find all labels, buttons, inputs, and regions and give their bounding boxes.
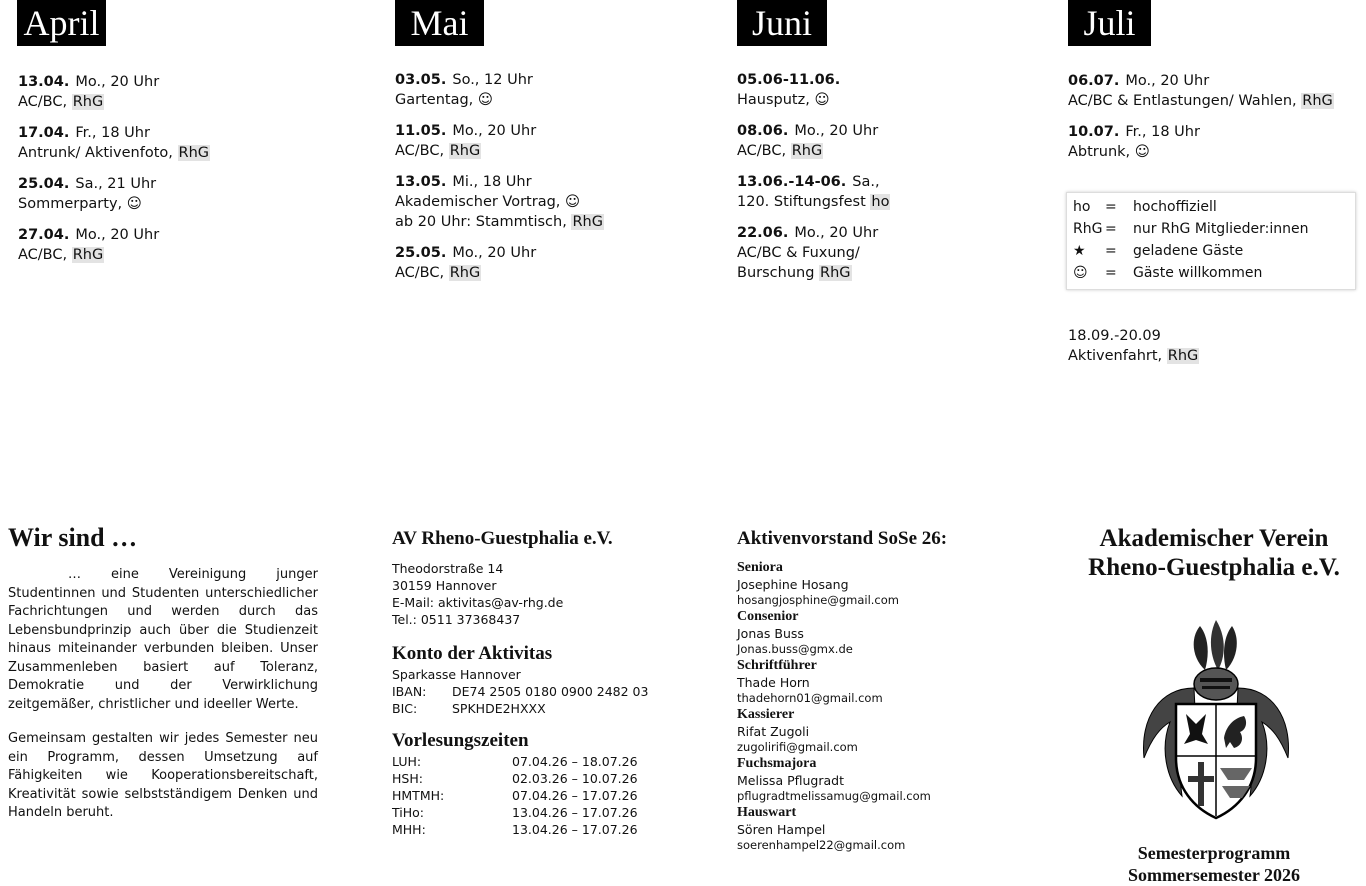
legend-row xyxy=(1073,199,1349,221)
vorstand-member xyxy=(737,706,1027,755)
event xyxy=(1068,71,1363,111)
konto-title: Konto der Aktivitas xyxy=(392,643,553,664)
event-date: 25.04. xyxy=(18,176,70,192)
event-desc: AC/BC, xyxy=(395,143,449,159)
member-role: Consenior xyxy=(737,609,799,624)
smiley-icon: ☺ xyxy=(477,92,493,108)
event-date: 03.05. xyxy=(395,72,447,88)
event-desc: Sommerparty, xyxy=(18,196,127,212)
event xyxy=(18,225,358,265)
legend-eq: = xyxy=(1105,199,1117,215)
vorlesung-row xyxy=(392,804,692,821)
cover-subtitle xyxy=(1066,842,1362,886)
event-time: Sa., xyxy=(852,174,880,190)
legend-box xyxy=(1066,192,1356,290)
event-time: Mo., 20 Uhr xyxy=(794,123,879,139)
event-tag: RhG xyxy=(1167,348,1199,364)
event-desc: Antrunk/ Aktivenfoto, xyxy=(18,145,178,161)
event-date: 11.05. xyxy=(395,123,447,139)
event-time: Mo., 20 Uhr xyxy=(1125,73,1210,89)
star-icon: ★ xyxy=(1073,243,1086,259)
vorstand-member xyxy=(737,657,1027,706)
event xyxy=(395,243,715,283)
event xyxy=(395,172,715,232)
vorstand-section xyxy=(737,527,1027,853)
bic-value: SPKHDE2HXXX xyxy=(452,701,546,716)
vorstand-member xyxy=(737,755,1027,804)
cover-subtitle-line-1: Semesterprogramm xyxy=(1137,843,1291,863)
event-time: Mo., 20 Uhr xyxy=(75,74,160,90)
event-tag: RhG xyxy=(1302,93,1333,109)
event-desc: 120. Stiftungsfest xyxy=(737,194,871,210)
event-desc-2: ab 20 Uhr: Stammtisch, xyxy=(395,214,572,230)
legend-eq: = xyxy=(1105,221,1117,237)
contact-street: Theodorstraße 14 xyxy=(392,561,504,576)
cover-title-line-1: Akademischer Verein xyxy=(1099,525,1329,552)
uni-range: 07.04.26 – 18.07.26 xyxy=(512,754,638,769)
vorlesung-row xyxy=(392,821,692,838)
legend-text: hochoffiziell xyxy=(1133,199,1217,215)
uni-range: 02.03.26 – 10.07.26 xyxy=(512,771,638,786)
event-date: 10.07. xyxy=(1068,124,1120,140)
vorstand-member xyxy=(737,804,1027,853)
uni-label: MHH: xyxy=(392,822,426,837)
event xyxy=(395,121,715,161)
event-desc: Abtrunk, xyxy=(1068,144,1135,160)
legend-text: geladene Gäste xyxy=(1133,243,1244,259)
legend-text: nur RhG Mitglieder:innen xyxy=(1133,221,1309,237)
member-name: Rifat Zugoli xyxy=(737,724,810,739)
event-time: Fr., 18 Uhr xyxy=(75,125,150,141)
event-date: 13.04. xyxy=(18,74,70,90)
event-tag: RhG xyxy=(178,145,210,161)
legend-key: ho xyxy=(1073,199,1091,215)
uni-range: 07.04.26 – 17.07.26 xyxy=(512,788,638,803)
event-tag: RhG xyxy=(449,143,481,159)
juli-events xyxy=(1068,71,1363,173)
event-tag: RhG xyxy=(449,265,481,281)
event-tag: RhG xyxy=(572,214,603,230)
legend-eq: = xyxy=(1105,265,1117,281)
cover-panel xyxy=(1066,524,1362,582)
member-email: Jonas.buss@gmx.de xyxy=(737,642,853,656)
event xyxy=(737,172,1037,212)
uni-label: LUH: xyxy=(392,754,422,769)
event xyxy=(1068,122,1363,162)
event-desc: Hausputz, xyxy=(737,92,815,108)
legend-eq: = xyxy=(1105,243,1117,259)
contact-section xyxy=(392,527,692,838)
wir-sind-paragraph-2: Gemeinsam gestalten wir jedes Semester neu ein Programm, dessen Umsetzung auf Fähigkeiten wie Kooperationsbereitschaft, Kreativität sowie selbstständigem Denken und Handeln beruht. xyxy=(8,731,318,820)
event-desc: AC/BC & Fuxung/ xyxy=(737,245,860,261)
cover-title-line-2: Rheno-Guestphalia e.V. xyxy=(1088,554,1340,581)
iban-label: IBAN: xyxy=(392,684,427,699)
event-time: Fr., 18 Uhr xyxy=(1125,124,1200,140)
smiley-icon: ☺ xyxy=(126,196,142,212)
month-header-juni: Juni xyxy=(737,0,827,46)
cover-subtitle-line-2: Sommersemester 2026 xyxy=(1127,865,1301,885)
event-date: 06.07. xyxy=(1068,73,1120,89)
event-desc: AC/BC, xyxy=(18,94,72,110)
event xyxy=(18,123,358,163)
event-tag: RhG xyxy=(72,94,104,110)
wir-sind-section xyxy=(8,522,318,823)
event-time: Mo., 20 Uhr xyxy=(794,225,879,241)
event-date: 25.05. xyxy=(395,245,447,261)
member-email: zugolirifi@gmail.com xyxy=(737,740,858,754)
member-name: Thade Horn xyxy=(737,675,810,690)
event-desc: AC/BC & Entlastungen/ Wahlen, xyxy=(1068,93,1302,109)
legend-row xyxy=(1073,221,1349,243)
uni-label: TiHo: xyxy=(392,805,424,820)
smiley-icon: ☺ xyxy=(1073,265,1088,281)
event-desc: Aktivenfahrt, xyxy=(1068,348,1167,364)
event-time: Sa., 21 Uhr xyxy=(75,176,157,192)
event-desc: AC/BC, xyxy=(737,143,791,159)
event-date: 22.06. xyxy=(737,225,789,241)
contact-title: AV Rheno-Guestphalia e.V. xyxy=(392,528,613,549)
member-role: Fuchsmajora xyxy=(737,756,817,771)
member-email: soerenhampel22@gmail.com xyxy=(737,838,906,852)
event-desc: Gartentag, xyxy=(395,92,478,108)
event-desc-2: Burschung xyxy=(737,265,820,281)
event-date: 13.06.-14-06. xyxy=(737,174,847,190)
contact-city: 30159 Hannover xyxy=(392,578,497,593)
event-time: Mo., 20 Uhr xyxy=(452,123,537,139)
legend-key: RhG xyxy=(1073,221,1103,237)
uni-label: HMTMH: xyxy=(392,788,445,803)
member-role: Schriftführer xyxy=(737,658,817,673)
event xyxy=(737,121,1037,161)
vorstand-member xyxy=(737,608,1027,657)
month-header-mai: Mai xyxy=(395,0,484,46)
event-date: 27.04. xyxy=(18,227,70,243)
month-header-april: April xyxy=(17,0,106,46)
member-email: pflugradtmelissamug@gmail.com xyxy=(737,789,931,803)
event-time: So., 12 Uhr xyxy=(452,72,533,88)
vorlesung-row xyxy=(392,787,692,804)
april-events xyxy=(18,72,358,276)
event-date: 17.04. xyxy=(18,125,70,141)
event xyxy=(737,223,1037,283)
wir-sind-title: Wir sind … xyxy=(8,523,138,552)
event-desc: AC/BC, xyxy=(395,265,449,281)
uni-label: HSH: xyxy=(392,771,423,786)
month-header-juli: Juli xyxy=(1068,0,1151,46)
vorstand-title: Aktivenvorstand SoSe 26: xyxy=(737,528,948,549)
member-email: hosangjosphine@gmail.com xyxy=(737,593,899,607)
coat-of-arms-icon xyxy=(1130,618,1302,824)
september-event xyxy=(1068,326,1358,366)
smiley-icon: ☺ xyxy=(1134,144,1150,160)
member-role: Kassierer xyxy=(737,707,795,722)
konto-iban-row xyxy=(392,683,692,700)
event-date: 08.06. xyxy=(737,123,789,139)
member-name: Sören Hampel xyxy=(737,822,826,837)
event xyxy=(18,72,358,112)
event-time: Mo., 20 Uhr xyxy=(75,227,160,243)
konto-bic-row xyxy=(392,700,692,717)
event xyxy=(18,174,358,214)
wir-sind-paragraph-1: … eine Vereinigung junger Studentinnen und Studenten unterschiedlicher Fachrichtungen und werden durch das Lebensbundprinzip auch über die Studienzeit hinaus miteinander verbunden bleiben. Unser Zusammenleben basiert auf Toleranz, Demokratie und der Verwirklichung zeitgemäßer, christlicher und ideeller Werte. xyxy=(8,567,318,712)
event-tag: RhG xyxy=(791,143,823,159)
uni-range: 13.04.26 – 17.07.26 xyxy=(512,822,638,837)
contact-phone: Tel.: 0511 37368437 xyxy=(392,612,521,627)
event-time: Mo., 20 Uhr xyxy=(452,245,537,261)
event-tag: RhG xyxy=(72,247,104,263)
event-desc: Akademischer Vortrag, ☺ xyxy=(395,194,581,210)
member-name: Josephine Hosang xyxy=(737,577,849,592)
vorstand-member xyxy=(737,559,1027,608)
member-role: Hauswart xyxy=(737,805,797,820)
contact-email: E-Mail: aktivitas@av-rhg.de xyxy=(392,595,564,610)
legend-row xyxy=(1073,265,1349,287)
juni-events xyxy=(737,70,1037,294)
smiley-icon: ☺ xyxy=(814,92,830,108)
member-name: Jonas Buss xyxy=(737,626,804,641)
event-desc: AC/BC, xyxy=(18,247,72,263)
event-tag: RhG xyxy=(820,265,851,281)
vorlesung-row xyxy=(392,770,692,787)
event-date: 18.09.-20.09 xyxy=(1068,328,1161,344)
iban-value: DE74 2505 0180 0900 2482 03 xyxy=(452,684,649,699)
vorlesung-row xyxy=(392,753,692,770)
bic-label: BIC: xyxy=(392,701,418,716)
legend-text: Gäste willkommen xyxy=(1133,265,1263,281)
member-email: thadehorn01@gmail.com xyxy=(737,691,883,705)
member-name: Melissa Pflugradt xyxy=(737,773,844,788)
legend-row xyxy=(1073,243,1349,265)
event-date: 05.06-11.06. xyxy=(737,72,841,88)
uni-range: 13.04.26 – 17.07.26 xyxy=(512,805,638,820)
event xyxy=(395,70,715,110)
event-tag: ho xyxy=(871,194,890,210)
vorlesung-title: Vorlesungszeiten xyxy=(392,730,529,751)
event xyxy=(737,70,1037,110)
event-date: 13.05. xyxy=(395,174,447,190)
event-time: Mi., 18 Uhr xyxy=(452,174,532,190)
konto-bank: Sparkasse Hannover xyxy=(392,667,521,682)
mai-events xyxy=(395,70,715,294)
member-role: Seniora xyxy=(737,560,783,575)
